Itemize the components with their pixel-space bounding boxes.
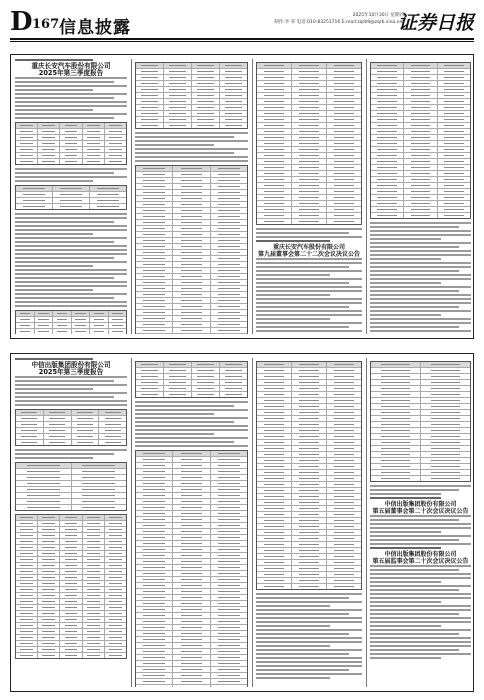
notice-title: 第九届董事会第二十二次会议决议公告	[257, 251, 360, 258]
masthead-info	[274, 12, 404, 26]
column-divider	[366, 59, 367, 334]
report-title: 2025年第三季度报告	[38, 69, 104, 77]
column-divider	[252, 358, 253, 687]
report-title: 2025年第三季度报告	[38, 368, 104, 376]
contact-line: 制作:李 荣 电话:010-83251716 E-mail:zqrb9@zqrb.sina.net	[274, 20, 404, 25]
top-col-2	[135, 59, 248, 334]
notice-company-2: 中信出版集团股份有限公司	[384, 551, 457, 558]
newspaper-logo: 证券日报	[397, 12, 474, 34]
page-letter: D	[10, 7, 32, 37]
bottom-col-4	[370, 358, 471, 687]
notice-company-1: 中信出版集团股份有限公司	[384, 501, 457, 508]
section-title: 信息披露	[59, 18, 131, 38]
notice-title-2: 第五届监事会第二十次会议决议公告	[372, 558, 469, 565]
column-divider	[131, 59, 132, 334]
masthead	[10, 8, 474, 38]
column-divider	[131, 358, 132, 687]
company-name: 中信出版集团股份有限公司	[31, 361, 111, 369]
bottom-col-3	[256, 358, 362, 687]
top-col-4	[370, 59, 471, 334]
bottom-col-2	[135, 358, 248, 687]
top-col-1	[15, 59, 127, 334]
date-line: 2025年10月30日 星期四	[352, 13, 404, 18]
bottom-announcement-panel	[10, 353, 474, 692]
notice-title-1: 第五届董事会第二十次会议决议公告	[372, 508, 469, 515]
bottom-col-1	[15, 358, 127, 687]
company-name: 重庆长安汽车股份有限公司	[31, 62, 111, 70]
column-divider	[366, 358, 367, 687]
top-col-3	[256, 59, 362, 334]
financial-table	[15, 122, 127, 165]
column-divider	[252, 59, 253, 334]
notice-company: 重庆长安汽车股份有限公司	[272, 244, 345, 251]
page-number: 167	[32, 17, 60, 32]
top-announcement-panel	[10, 54, 474, 339]
masthead-rule-thin	[10, 41, 474, 42]
masthead-rule	[10, 38, 474, 40]
